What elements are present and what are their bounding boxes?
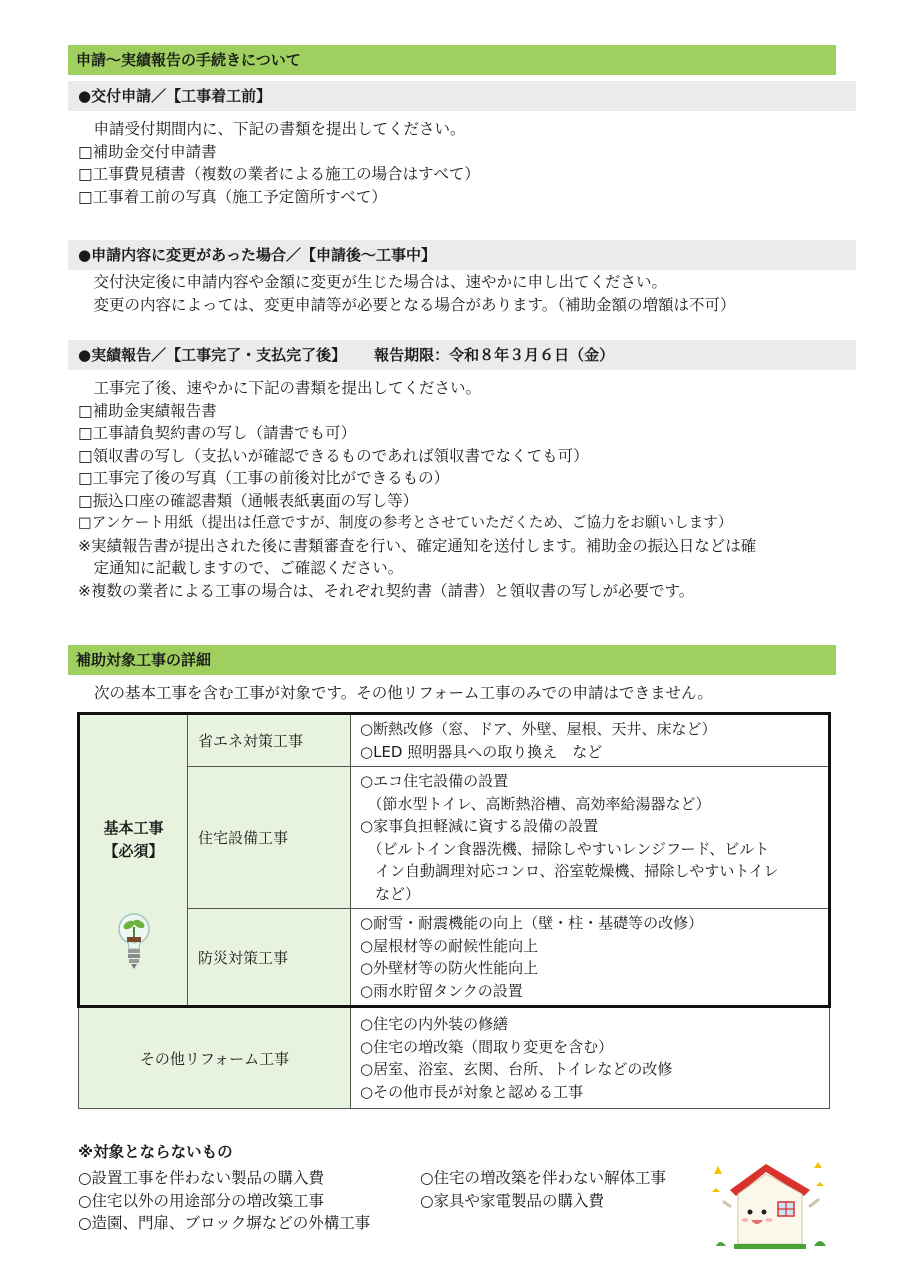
category-housing: 住宅設備工事 xyxy=(188,767,351,909)
change-text-line: 変更の内容によっては、変更申請等が必要となる場合があります。（補助金額の増額は不可） xyxy=(78,295,736,314)
list-item: イン自動調理対応コンロ、浴室乾燥機、掃除しやすいトイレ xyxy=(360,862,779,880)
list-item: □振込口座の確認書類（通帳表紙裏面の写し等） xyxy=(78,491,419,510)
list-item: など） xyxy=(360,884,421,903)
section-eligible-works-title: 補助対象工事の詳細 xyxy=(68,645,836,675)
subsection-application-heading: ●交付申請／【工事着工前】 xyxy=(68,81,856,111)
lightbulb-sprout-icon xyxy=(118,909,150,973)
table-row xyxy=(79,909,830,1007)
exclusions-left xyxy=(78,1167,370,1235)
list-item: ○造園、門扉、ブロック塀などの外構工事 xyxy=(78,1214,371,1232)
table-row xyxy=(79,767,830,909)
list-item: ○エコ住宅設備の設置 xyxy=(360,772,509,790)
list-item: □補助金実績報告書 xyxy=(78,401,217,420)
list-item: □アンケート用紙（提出は任意ですが、制度の参考とさせていただくため、ご協力をお願いします） xyxy=(78,514,733,531)
basic-works-required: 【必須】 xyxy=(103,842,164,860)
list-item: ○住宅の内外装の修繕 xyxy=(360,1015,509,1033)
list-item: ○居室、浴室、玄関、台所、トイレなどの改修 xyxy=(360,1060,673,1078)
application-intro: 申請受付期間内に、下記の書類を提出してください。 xyxy=(78,120,466,138)
change-block xyxy=(78,271,736,316)
list-item: ○雨水貯留タンクの設置 xyxy=(360,981,523,1000)
list-item: ○家事負担軽減に資する設備の設置 xyxy=(360,817,599,835)
eligible-works-table xyxy=(77,712,831,1109)
subsection-change-heading: ●申請内容に変更があった場合／【申請後～工事中】 xyxy=(68,240,856,270)
list-item: ○屋根材等の耐候性能向上 xyxy=(360,936,539,955)
list-item: ○LED 照明器具への取り換え など xyxy=(360,742,603,761)
category-energy-items xyxy=(351,714,830,767)
category-housing-items xyxy=(351,767,830,909)
report-block xyxy=(78,377,756,602)
list-item: ○設置工事を伴わない製品の購入費 xyxy=(78,1169,325,1187)
list-item: ○住宅以外の用途部分の増改築工事 xyxy=(78,1191,325,1210)
list-item: ○外壁材等の防火性能向上 xyxy=(360,959,539,977)
basic-works-label-cell xyxy=(79,714,188,1007)
report-note: ※複数の業者による工事の場合は、それぞれ契約書（請書）と領収書の写しが必要です。 xyxy=(78,581,695,600)
list-item: （節水型トイレ、高断熱浴槽、高効率給湯器など） xyxy=(360,794,711,813)
eligible-works-intro: 次の基本工事を含む工事が対象です。その他リフォーム工事のみでの申請はできません。 xyxy=(94,684,713,702)
other-works-items xyxy=(351,1007,830,1109)
exclusions-title: ※対象とならないもの xyxy=(78,1143,233,1161)
category-energy: 省エネ対策工事 xyxy=(188,714,351,767)
list-item: □領収書の写し（支払いが確認できるものであれば領収書でなくても可） xyxy=(78,446,589,465)
other-works-label: その他リフォーム工事 xyxy=(79,1007,351,1109)
list-item: □工事請負契約書の写し（請書でも可） xyxy=(78,424,357,442)
report-heading-text: ●実績報告／【工事完了・支払完了後】 xyxy=(78,346,347,364)
report-note: ※実績報告書が提出された後に書類審査を行い、確定通知を送付します。補助金の振込日などは確 xyxy=(78,536,757,555)
category-disaster: 防災対策工事 xyxy=(188,909,351,1007)
report-note: 定通知に記載しますので、ご確認ください。 xyxy=(78,559,404,577)
table-row xyxy=(79,1007,830,1109)
change-text-line: 交付決定後に申請内容や金額に変更が生じた場合は、速やかに申し出てください。 xyxy=(78,273,668,291)
list-item: □補助金交付申請書 xyxy=(78,142,217,161)
report-deadline: 報告期限：令和８年３月６日（金） xyxy=(374,346,615,364)
exclusions-right xyxy=(420,1167,666,1212)
list-item: ○耐雪・耐震機能の向上（壁・柱・基礎等の改修） xyxy=(360,914,704,932)
subsection-report-heading xyxy=(68,340,856,370)
list-item: ○住宅の増改築（間取り変更を含む） xyxy=(360,1037,614,1056)
basic-works-label: 基本工事 xyxy=(103,819,164,837)
list-item: □工事完了後の写真（工事の前後対比ができるもの） xyxy=(78,469,450,487)
list-item: ○家具や家電製品の購入費 xyxy=(420,1191,605,1210)
category-disaster-items xyxy=(351,909,830,1007)
list-item: □工事費見積書（複数の業者による施工の場合はすべて） xyxy=(78,165,480,183)
list-item: □工事着工前の写真（施工予定箇所すべて） xyxy=(78,187,387,206)
application-block xyxy=(78,118,480,208)
section-procedure-title: 申請～実績報告の手続きについて xyxy=(68,45,836,75)
table-row xyxy=(79,714,830,767)
list-item: ○その他市長が対象と認める工事 xyxy=(360,1082,584,1101)
list-item: ○断熱改修（窓、ドア、外壁、屋根、天井、床など） xyxy=(360,720,717,738)
list-item: （ビルトイン食器洗機、掃除しやすいレンジフード、ビルト xyxy=(360,839,770,858)
report-intro: 工事完了後、速やかに下記の書類を提出してください。 xyxy=(78,379,482,397)
list-item: ○住宅の増改築を伴わない解体工事 xyxy=(420,1169,667,1187)
smiling-house-icon xyxy=(706,1162,836,1252)
